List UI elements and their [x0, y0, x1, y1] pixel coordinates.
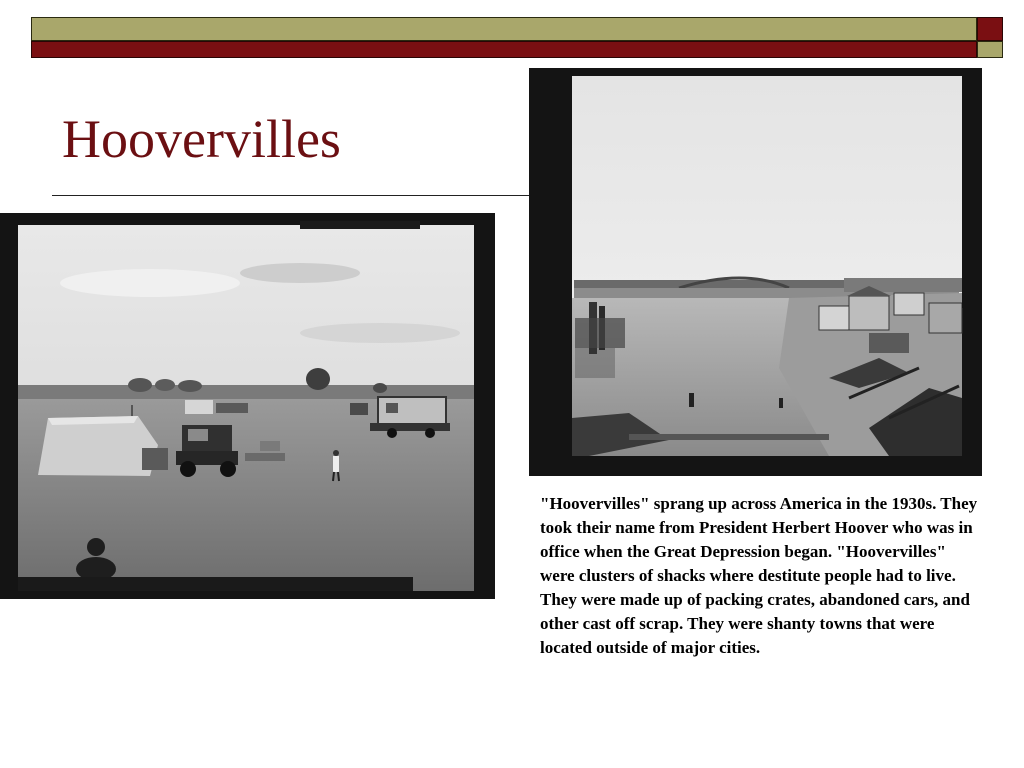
header-square-red	[977, 17, 1003, 41]
slide-title: Hoovervilles	[62, 109, 341, 169]
photo-hooverville-camp	[0, 213, 495, 599]
header-square-olive	[977, 41, 1003, 58]
header-bar-red	[31, 41, 977, 58]
slide-caption: "Hoovervilles" sprang up across America in the 1930s. They took their name from President Herbert Hoover who was in office when the Great Depression began. "Hoovervilles" were clusters of shacks where destitute people had to live. They were made up of packing crates, abandoned cars, and other cast off scrap. They were shanty towns that were located outside of major cities.	[540, 494, 978, 657]
title-underline	[52, 195, 532, 196]
header-bar-olive	[31, 17, 977, 41]
photo-hooverville-riverside	[529, 68, 982, 476]
